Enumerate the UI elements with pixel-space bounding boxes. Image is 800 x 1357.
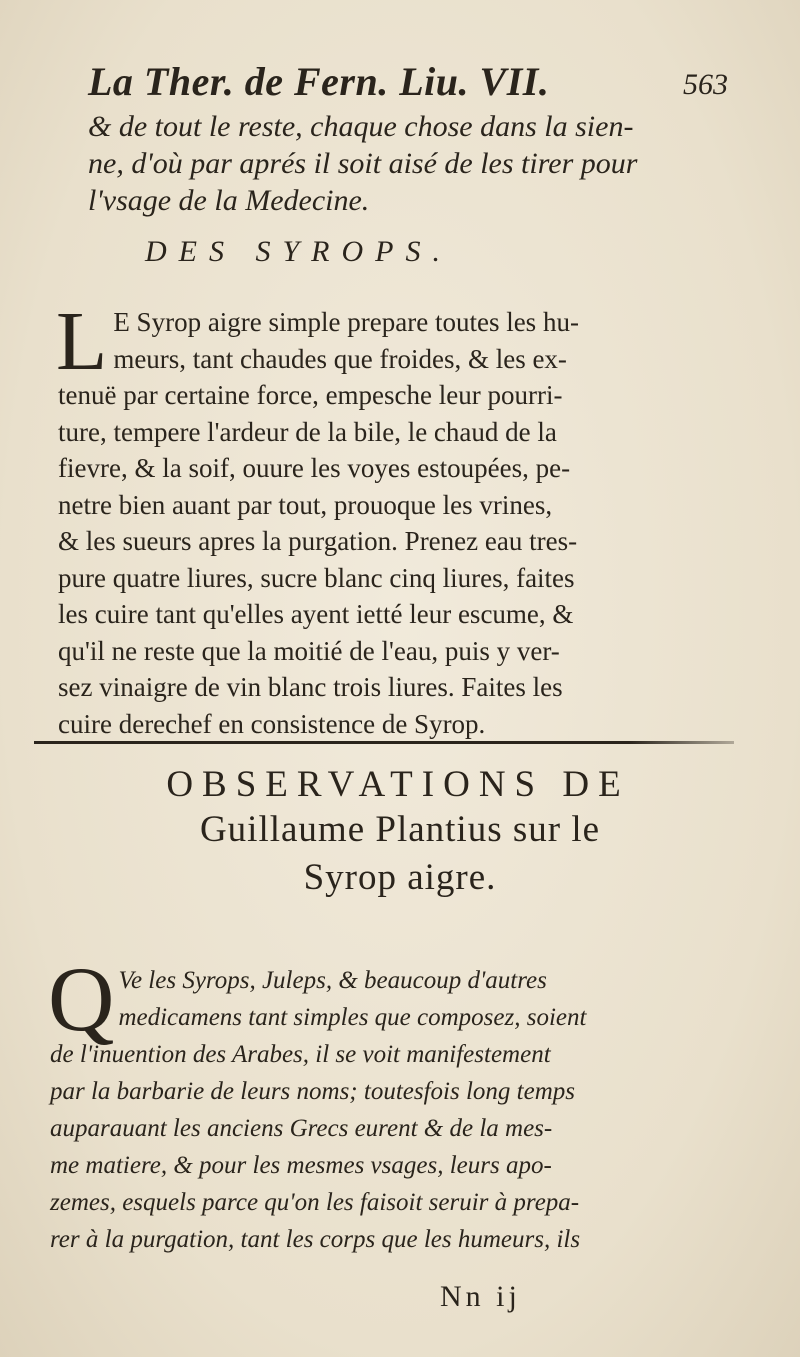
horizontal-rule [34,741,734,744]
syrup-paragraph [56,295,738,742]
drop-cap: L [56,295,108,388]
text-line: me matiere, & pour les mesmes vsages, leurs apo- [50,1152,552,1179]
text-line: qu'il ne reste que la moitié de l'eau, puis y ver- [58,635,560,666]
text-line: ne, d'où par aprés il soit aisé de les tirer pour [88,147,638,180]
text-line: medicamens tant simples que composez, soient [118,1004,587,1031]
text-line: fievre, & la soif, ouure les voyes estoupées, pe- [58,453,571,483]
observations-subtitle: Syrop aigre. [303,857,497,898]
text-line: & de tout le reste, chaque chose dans la sien- [88,110,634,143]
text-line: rer à la purgation, tant les corps que les humeurs, ils [50,1226,581,1253]
running-head: La Ther. de Fern. Liu. VII. [88,59,550,104]
text-line: les cuire tant qu'elles ayent ietté leur escume, & [58,599,574,629]
page-header [88,58,728,114]
text-line: & les sueurs apres la purgation. Prenez eau tres- [58,526,578,556]
observations-subtitle: Guillaume Plantius sur le [199,809,601,850]
text-line: cuire derechef en consistence de Syrop. [58,708,486,739]
text-line: Ve les Syrops, Juleps, & beaucoup d'autres [118,967,547,994]
observations-title: OBSERVATIONS DE [166,764,630,805]
text-line: zemes, esquels parce qu'on les faisoit seruir à prepa- [50,1189,580,1216]
observations-paragraph [48,948,738,1258]
text-line: sez vinaigre de vin blanc trois liures. Faites les [58,672,563,702]
text-line: tenuë par certaine force, empesche leur pourri- [58,380,563,410]
intro-text [88,108,728,219]
text-line: ture, tempere l'ardeur de la bile, le chaud de la [58,416,557,447]
signature-mark: Nn ij [440,1280,521,1313]
text-line: de l'inuention des Arabes, il se voit manifestement [50,1041,551,1068]
text-line: netre bien auant par tout, prouoque les vrines, [58,489,553,520]
text-line: l'vsage de la Medecine. [88,184,370,217]
drop-cap: Q [48,948,115,1050]
text-line: E Syrop aigre simple prepare toutes les hu- [113,307,579,337]
text-line: meurs, tant chaudes que froides, & les ex- [113,343,567,374]
text-line: pure quatre liures, sucre blanc cinq liures, faites [58,562,575,593]
text-line: par la barbarie de leurs noms; toutesfois long temps [50,1078,575,1105]
page-number: 563 [683,68,728,101]
section-title: DES SYROPS. [145,235,452,268]
text-line: auparauant les anciens Grecs eurent & de la mes- [50,1115,553,1142]
